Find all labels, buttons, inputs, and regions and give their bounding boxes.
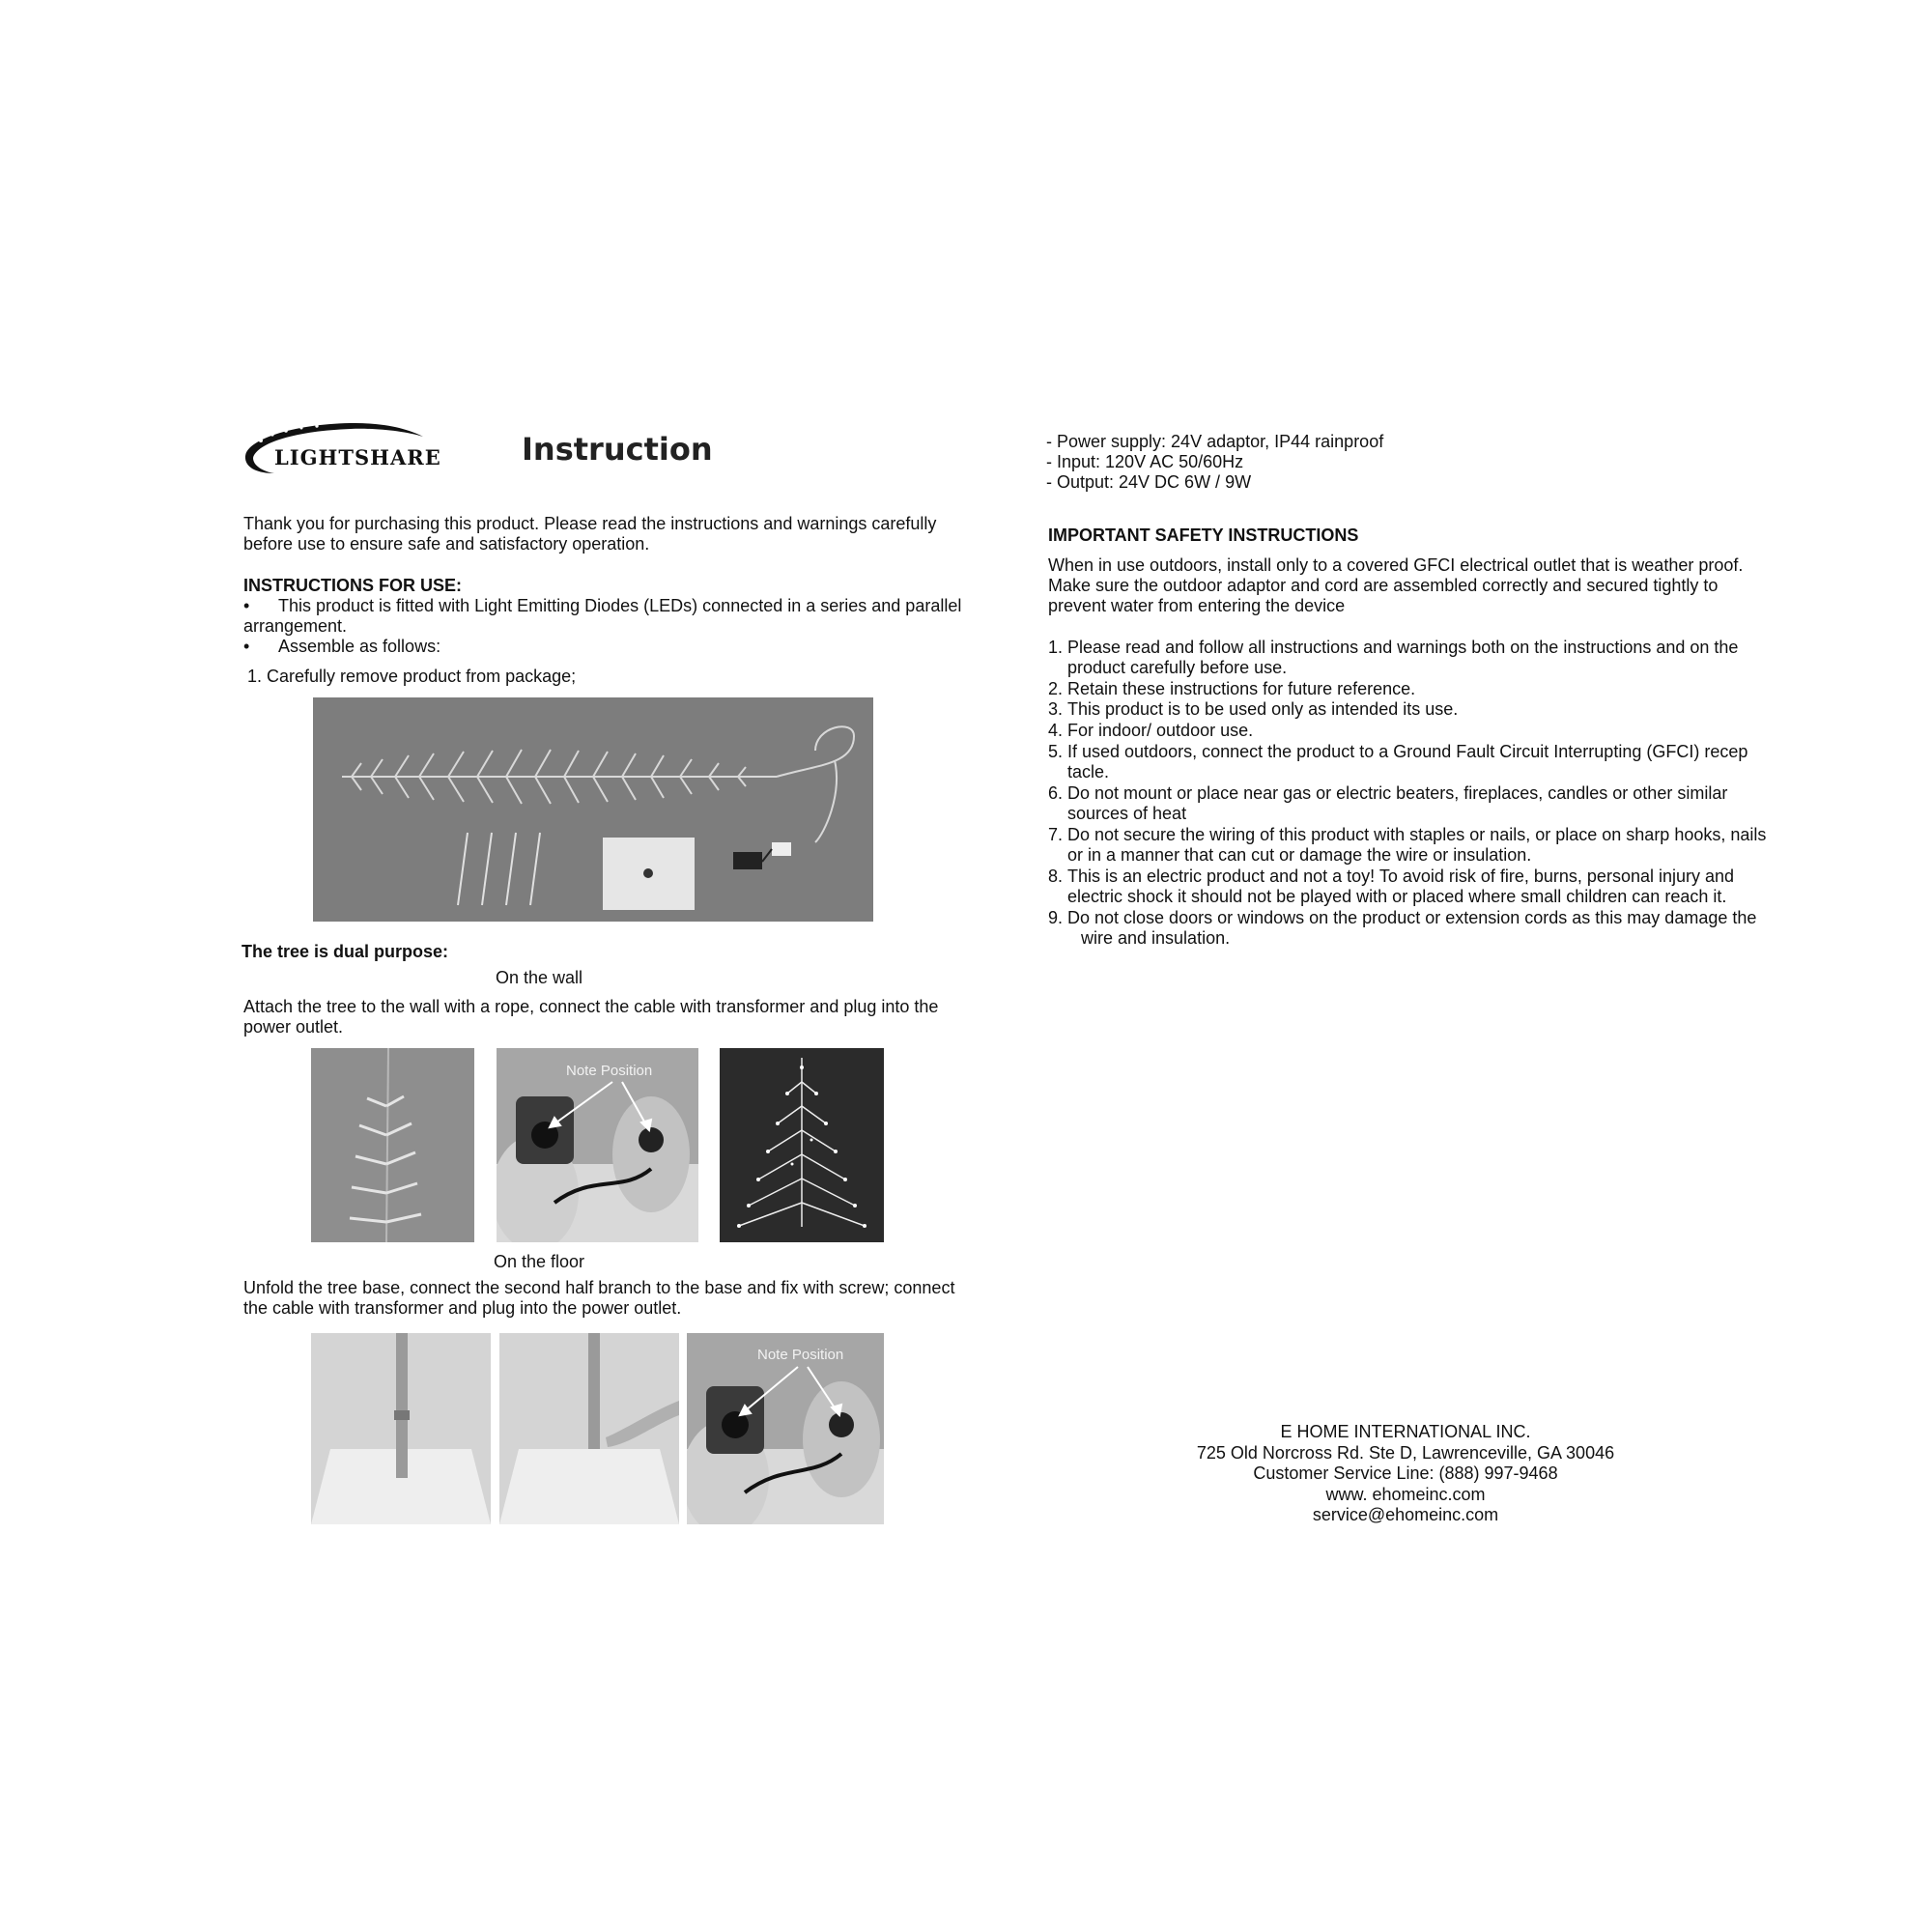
use-step-1: 1. Carefully remove product from package; <box>247 667 577 686</box>
page-title: Instruction <box>522 431 713 468</box>
floor-base-photo <box>311 1333 491 1524</box>
spec-output: - Output: 24V DC 6W / 9W <box>1046 472 1252 492</box>
bullet-dot-2: • <box>243 637 250 656</box>
floor-note-position-label: Note Position <box>757 1347 844 1363</box>
safety-item-8: 8. This is an electric product and not a toy! To avoid risk of fire, burns, personal injury and <box>1048 867 1735 886</box>
brand-logo <box>240 417 439 477</box>
wall-label: On the wall <box>496 968 583 987</box>
company-phone: Customer Service Line: (888) 997-9468 <box>1253 1463 1558 1483</box>
spec-power: - Power supply: 24V adaptor, IP44 rainproof <box>1046 432 1384 451</box>
use-bullet-1-line-1: This product is fitted with Light Emitting Diodes (LEDs) connected in a series and parallel <box>278 596 962 615</box>
safety-item-5-cont: tacle. <box>1067 762 1110 781</box>
safety-list <box>1048 638 1782 956</box>
safety-item-2: 2. Retain these instructions for future reference. <box>1048 679 1416 698</box>
intro-line-2: before use to ensure safe and satisfactory operation. <box>243 534 650 554</box>
safety-item-3: 3. This product is to be used only as intended its use. <box>1048 699 1459 719</box>
safety-para-line-1: When in use outdoors, install only to a covered GFCI electrical outlet that is weather proof. <box>1048 555 1744 575</box>
floor-screw-photo <box>499 1333 679 1524</box>
company-info <box>1116 1422 1695 1526</box>
use-bullet-1-line-2: arrangement. <box>243 616 348 636</box>
safety-heading: IMPORTANT SAFETY INSTRUCTIONS <box>1048 526 1359 545</box>
company-website[interactable]: www. ehomeinc.com <box>1325 1484 1486 1504</box>
company-name: E HOME INTERNATIONAL INC. <box>1280 1422 1531 1441</box>
bullet-dot-1: • <box>243 596 250 615</box>
safety-item-8-cont: electric shock it should not be played with or placed where small children can reach it. <box>1067 887 1727 906</box>
floor-label: On the floor <box>494 1252 585 1271</box>
use-bullet-2: Assemble as follows: <box>278 637 441 656</box>
safety-para-line-3: prevent water from entering the device <box>1048 596 1346 615</box>
safety-item-9: 9. Do not close doors or windows on the product or extension cords as this may damage the <box>1048 908 1757 927</box>
company-email[interactable]: service@ehomeinc.com <box>1312 1505 1499 1524</box>
safety-item-7-cont: or in a manner that can cut or damage the wire or insulation. <box>1067 845 1532 865</box>
safety-item-5: 5. If used outdoors, connect the product to a Ground Fault Circuit Interrupting (GFCI) recep <box>1048 742 1748 761</box>
safety-item-9-cont: wire and insulation. <box>1081 928 1231 948</box>
use-heading: INSTRUCTIONS FOR USE: <box>243 576 463 595</box>
floor-connector-photo <box>687 1333 884 1524</box>
company-address: 725 Old Norcross Rd. Ste D, Lawrenceville, GA 30046 <box>1196 1442 1615 1463</box>
wall-tree-branch-photo <box>311 1048 474 1242</box>
package-contents-photo <box>313 697 873 922</box>
safety-item-7: 7. Do not secure the wiring of this product with staples or nails, or place on sharp hooks, nails <box>1048 825 1767 844</box>
wall-text-line-1: Attach the tree to the wall with a rope, connect the cable with transformer and plug into the <box>243 997 939 1016</box>
lit-tree-photo <box>720 1048 884 1242</box>
safety-item-1: 1. Please read and follow all instructions and warnings both on the instructions and on the <box>1048 638 1739 657</box>
intro-line-1: Thank you for purchasing this product. Please read the instructions and warnings carefully <box>243 514 937 533</box>
wall-connector-photo <box>497 1048 698 1242</box>
safety-item-1-cont: product carefully before use. <box>1067 658 1288 677</box>
floor-text-line-2: the cable with transformer and plug into the power outlet. <box>243 1298 682 1318</box>
floor-text-line-1: Unfold the tree base, connect the second half branch to the base and fix with screw; connect <box>243 1278 955 1297</box>
safety-para-line-2: Make sure the outdoor adaptor and cord are assembled correctly and secured tightly to <box>1048 576 1719 595</box>
logo-text: LIGHTSHARE <box>274 445 441 469</box>
safety-item-4: 4. For indoor/ outdoor use. <box>1048 721 1254 740</box>
wall-note-position-label: Note Position <box>566 1063 653 1079</box>
safety-item-6-cont: sources of heat <box>1067 804 1187 823</box>
safety-item-6: 6. Do not mount or place near gas or electric beaters, fireplaces, candles or other similar <box>1048 783 1728 803</box>
wall-text-line-2: power outlet. <box>243 1017 344 1037</box>
dual-purpose-heading: The tree is dual purpose: <box>242 942 449 961</box>
spec-input: - Input: 120V AC 50/60Hz <box>1046 452 1244 471</box>
